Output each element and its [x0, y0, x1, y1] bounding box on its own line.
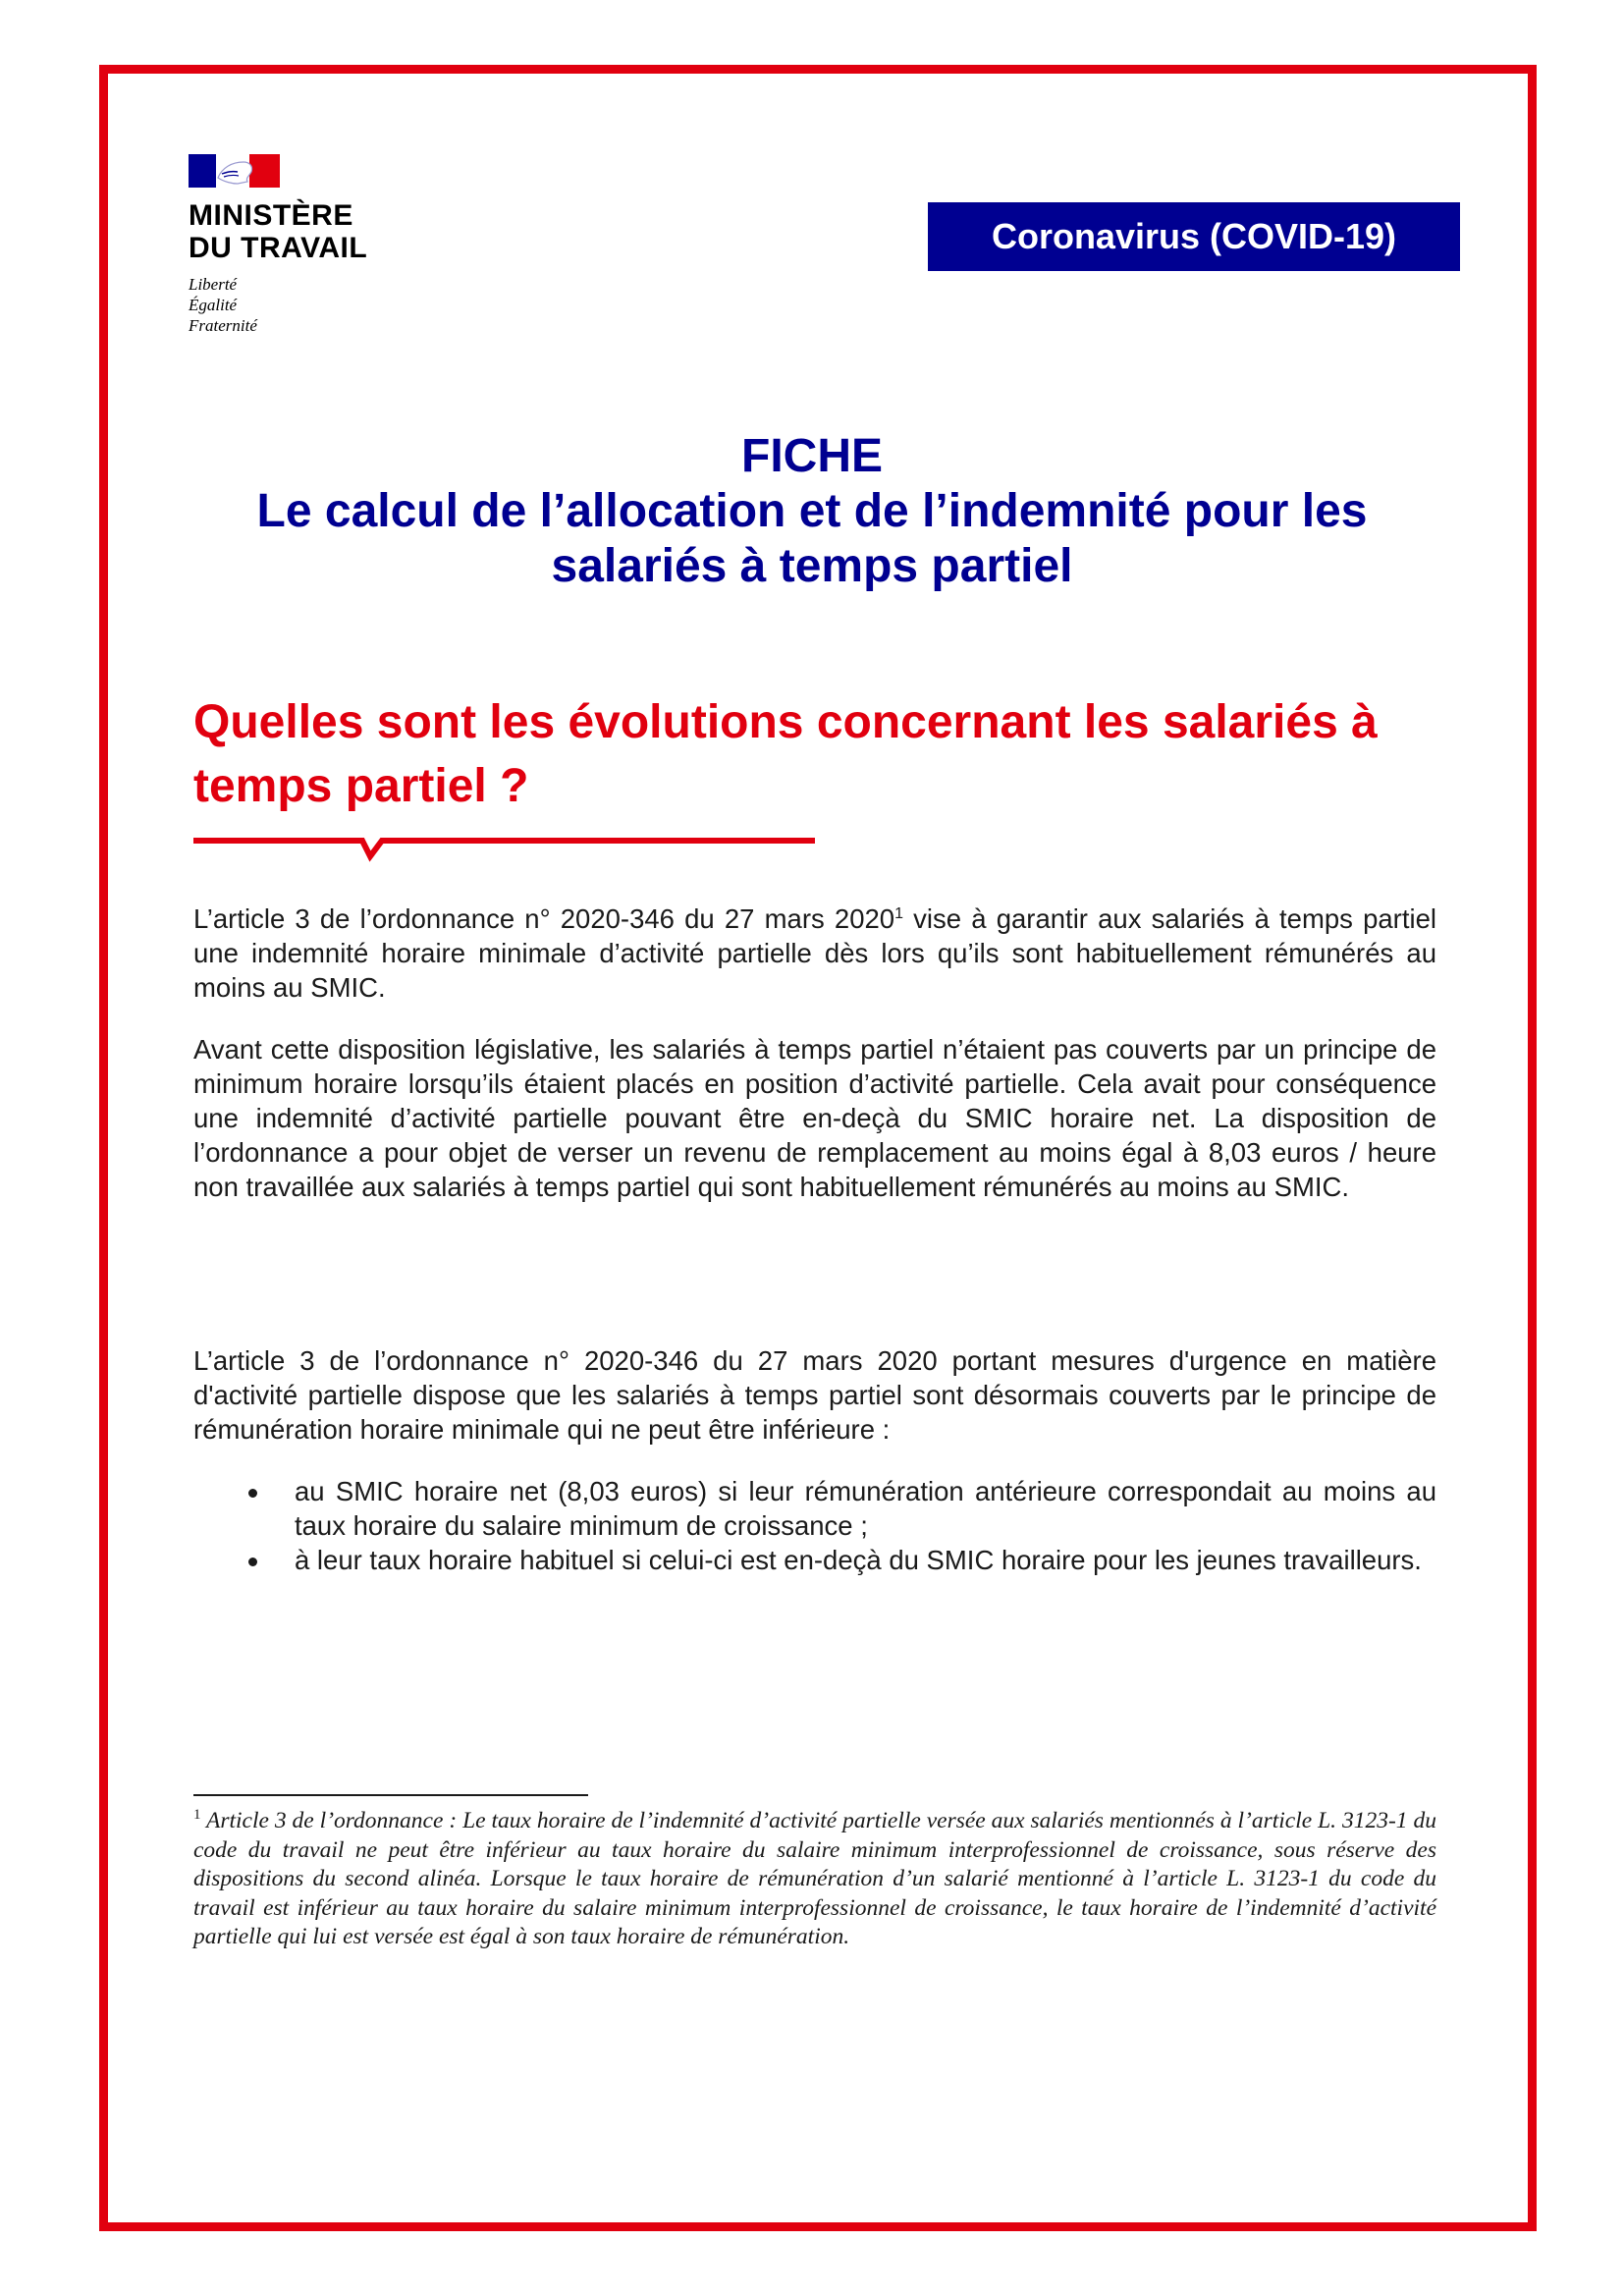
bullet-dot-icon — [248, 1558, 257, 1566]
ministry-name — [189, 199, 367, 264]
list-item — [193, 1543, 1436, 1577]
motto-egalite: Égalité — [189, 296, 238, 314]
section-heading: Quelles sont les évolutions concernant les salariés à temps partiel ? — [193, 696, 1378, 812]
republic-motto — [189, 274, 367, 336]
footnote-number: 1 — [193, 1807, 201, 1824]
bullet-list — [193, 1474, 1436, 1577]
title-line-fiche: FICHE — [741, 430, 883, 482]
motto-liberte: Liberté — [189, 275, 238, 294]
footnote-divider — [193, 1794, 588, 1796]
motto-fraternite: Fraternité — [189, 316, 257, 335]
ministry-name-line2: DU TRAVAIL — [189, 232, 368, 264]
paragraph-1 — [193, 902, 1436, 1005]
paragraph-3: L’article 3 de l’ordonnance n° 2020-346 du 27 mars 2020 portant mesures d'urgence en matière d'activité partielle dispose que les salariés à temps partiel sont désormais couverts par le principe de rémunération horaire minimale qui ne peut être inférieure : — [193, 1345, 1436, 1445]
covid-badge: Coronavirus (COVID-19) — [928, 202, 1460, 271]
marianne-flag-icon — [189, 154, 280, 188]
list-item — [193, 1474, 1436, 1543]
ministry-logo — [189, 154, 367, 336]
paragraph-1-start: L’article 3 de l’ordonnance n° 2020-346 du 27 mars 2020 — [193, 903, 895, 934]
marianne-profile-icon — [208, 156, 259, 186]
footnote-reference[interactable]: 1 — [894, 904, 904, 922]
ministry-name-line1: MINISTÈRE — [189, 199, 353, 232]
title-line-2: Le calcul de l’allocation et de l’indemnité pour les — [256, 485, 1368, 537]
list-item-text: au SMIC horaire net (8,03 euros) si leur rémunération antérieure correspondait au moins au taux horaire du salaire minimum de croissance ; — [295, 1476, 1436, 1541]
heading-underline-callout — [193, 825, 822, 864]
list-item-text: à leur taux horaire habituel si celui-ci est en-deçà du SMIC horaire pour les jeunes travailleurs. — [295, 1545, 1422, 1575]
footnote — [193, 1807, 1436, 1952]
paragraph-2: Avant cette disposition législative, les salariés à temps partiel n’étaient pas couverts par un principe de minimum horaire lorsqu’ils étaient placés en position d’activité partielle. Cela avait pour conséquence une indemnité d’activité partielle pouvant être en-deçà du SMIC horaire net. La disposition de l’ordonnance a pour objet de verser un revenu de remplacement au moins égal à 8,03 euros / heure non travaillée aux salariés à temps partiel qui sont habituellement rémunérés au moins au SMIC. — [193, 1034, 1436, 1202]
page-title — [189, 429, 1435, 594]
title-line-3: salariés à temps partiel — [551, 540, 1073, 592]
bullet-dot-icon — [248, 1489, 257, 1498]
footnote-text: Article 3 de l’ordonnance : Le taux horaire de l’indemnité d’activité partielle versée aux salariés mentionnés à l’article L. 3123-1 du code du travail ne peut être inférieur au taux horaire du salaire minimum interprofessionnel de croissance, sous réserve des dispositions du second alinéa. Lorsque le taux horaire de rémunération d’un salarié mentionné à l’article L. 3123-1 du code du travail est inférieur au taux horaire du salaire minimum interprofessionnel de croissance, le taux horaire de l’indemnité d’activité partielle qui lui est versée est égal à son taux horaire de rémunération. — [193, 1808, 1436, 1949]
paragraph-1-end: vise à garantir aux salariés à temps partiel une indemnité horaire minimale d’activité partielle dès lors qu’ils sont habituellement rémunérés au moins au SMIC. — [193, 903, 1436, 1003]
